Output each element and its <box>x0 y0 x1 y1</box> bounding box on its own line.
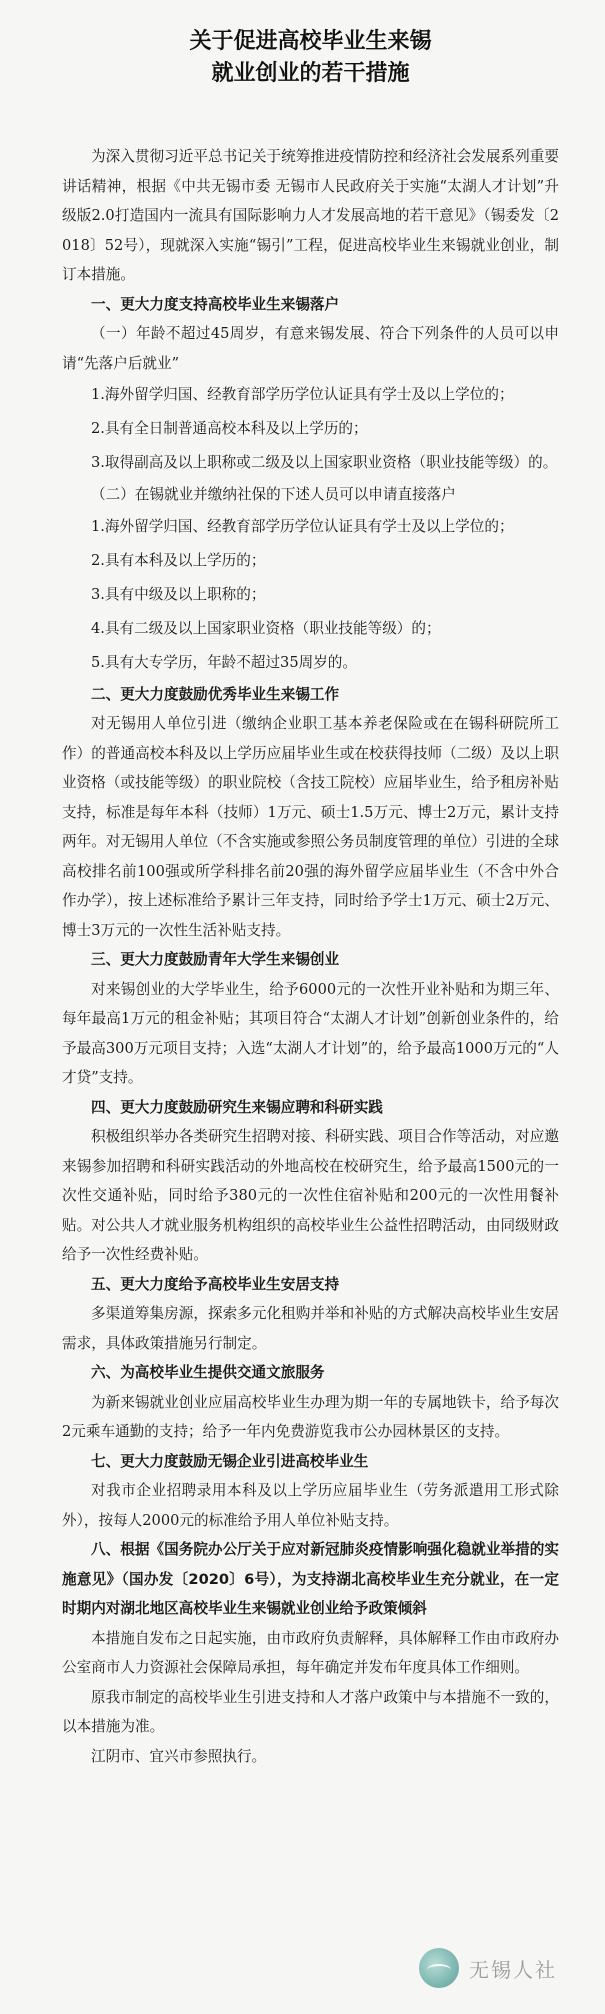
section-7-heading: 七、更大力度鼓励无锡企业引进高校毕业生 <box>91 1452 369 1470</box>
section-1-sub-2-item: 3.具有中级及以上职称的； <box>91 585 266 603</box>
section-7-body: 对我市企业招聘录用本科及以上学历应届毕业生（劳务派遣用工形式除外），按每人2000元的标准给予用人单位补贴支持。 <box>62 1482 559 1529</box>
title-line-2: 就业创业的若干措施 <box>211 61 410 86</box>
section-1-sub-1-item: 2.具有全日制普通高校本科及以上学历的； <box>91 420 368 437</box>
section-4-body: 积极组织举办各类研究生招聘对接、科研实践、项目合作等活动，对应邀来锡参加招聘和科研实践活动的外地高校在校研究生，给予最高1500元的一次性交通补贴，同时给予380元的一次性住宿补贴和200元的一次性用餐补贴。对公共人才就业服务机构组织的高校毕业生公益性招聘活动，由同级财政给予一次性经费补贴。 <box>62 1128 559 1263</box>
section-8-heading: 八、根据《国务院办公厅关于应对新冠肺炎疫情影响强化稳就业举措的实施意见》（国办发〔2020〕6号），为支持湖北高校毕业生充分就业，在一定时期内对湖北地区高校毕业生来锡就业创业给予政策倾斜 <box>62 1541 559 1617</box>
closing-paragraph: 本措施自发布之日起实施，由市政府负责解释，具体解释工作由市政府办公室商市人力资源社会保障局承担，每年确定并发布年度具体工作细则。 <box>62 1629 559 1676</box>
watermark-text: 无锡人社 <box>469 1957 557 1982</box>
section-1-sub-1-intro: （一）年龄不超过45周岁，有意来锡发展、符合下列条件的人员可以申请“先落户后就业” <box>62 325 559 372</box>
section-1-heading: 一、更大力度支持高校毕业生来锡落户 <box>91 295 340 313</box>
section-5-heading: 五、更大力度给予高校毕业生安居支持 <box>91 1275 340 1293</box>
section-3-heading: 三、更大力度鼓励青年大学生来锡创业 <box>91 951 340 968</box>
section-5-body: 多渠道筹集房源，探索多元化租购并举和补贴的方式解决高校毕业生安居需求，具体政策措施另行制定。 <box>62 1305 559 1352</box>
section-2-body: 对无锡用人单位引进（缴纳企业职工基本养老保险或在在锡科研院所工作）的普通高校本科及以上学历应届毕业生或在校获得技师（二级）及以上职业资格（或技能等级）的职业院校（含技工院校）应届毕业生，给予租房补贴支持，标准是每年本科（技师）1万元、硕士1.5万元、博士2万元，累计支持两年。对无锡用人单位（不含实施或参照公务员制度管理的单位）引进的全球高校排名前100强或所学科排名前20强的海外留学应届毕业生（不含中外合作办学），按上述标准给予累计三年支持，同时给予学士1万元、硕士2万元、博士3万元的一次性生活补贴支持。 <box>62 715 559 939</box>
section-6-heading: 六、为高校毕业生提供交通文旅服务 <box>91 1364 325 1381</box>
section-4-heading: 四、更大力度鼓励研究生来锡应聘和科研实践 <box>91 1098 383 1116</box>
section-2-heading: 二、更大力度鼓励优秀毕业生来锡工作 <box>91 685 340 703</box>
section-1-sub-2-item: 1.海外留学归国、经教育部学历学位认证具有学士及以上学位的； <box>91 517 514 535</box>
section-3-body: 对来锡创业的大学毕业生，给予6000元的一次性开业补贴和为期三年、每年最高1万元的租金补贴；其项目符合“太湖人才计划”创新创业条件的，给予最高300万元项目支持；入选“太湖人才计划”的，给予最高1000万元的“人才贷”支持。 <box>62 980 559 1086</box>
section-1-sub-2-intro: （二）在锡就业并缴纳社保的下述人员可以申请直接落户 <box>91 486 456 503</box>
intro-paragraph: 为深入贯彻习近平总书记关于统筹推进疫情防控和经济社会发展系列重要讲话精神，根据《中共无锡市委 无锡市人民政府关于实施“太湖人才计划”升级版2.0打造国内一流具有国际影响力人才发展高地的若干意见》（锡委发〔2018〕52号），现就深入实施“锡引”工程，促进高校毕业生来锡就业创业，制订本措施。 <box>62 148 559 283</box>
section-1-sub-1-item: 1.海外留学归国、经教育部学历学位认证具有学士及以上学位的； <box>91 386 514 403</box>
section-1-sub-2-item: 2.具有本科及以上学历的； <box>91 551 266 569</box>
section-1-sub-2-item: 4.具有二级及以上国家职业资格（职业技能等级）的； <box>91 619 441 637</box>
closing-paragraph: 江阴市、宜兴市参照执行。 <box>91 1747 267 1765</box>
section-1-sub-2-item: 5.具有大专学历，年龄不超过35周岁的。 <box>91 653 357 671</box>
watermark <box>419 1948 557 1988</box>
section-1-sub-1-item: 3.取得副高及以上职称或二级及以上国家职业资格（职业技能等级）的。 <box>91 454 558 471</box>
document-title <box>62 26 559 90</box>
wuxi-hrss-logo-icon <box>419 1948 459 1988</box>
closing-paragraph: 原我市制定的高校毕业生引进支持和人才落户政策中与本措施不一致的，以本措施为准。 <box>62 1688 559 1735</box>
title-line-1: 关于促进高校毕业生来锡 <box>189 29 432 54</box>
section-6-body: 为新来锡就业创业应届高校毕业生办理为期一年的专属地铁卡，给予每次2元乘车通勤的支持；给予一年内免费游览我市公办园林景区的支持。 <box>62 1393 559 1440</box>
